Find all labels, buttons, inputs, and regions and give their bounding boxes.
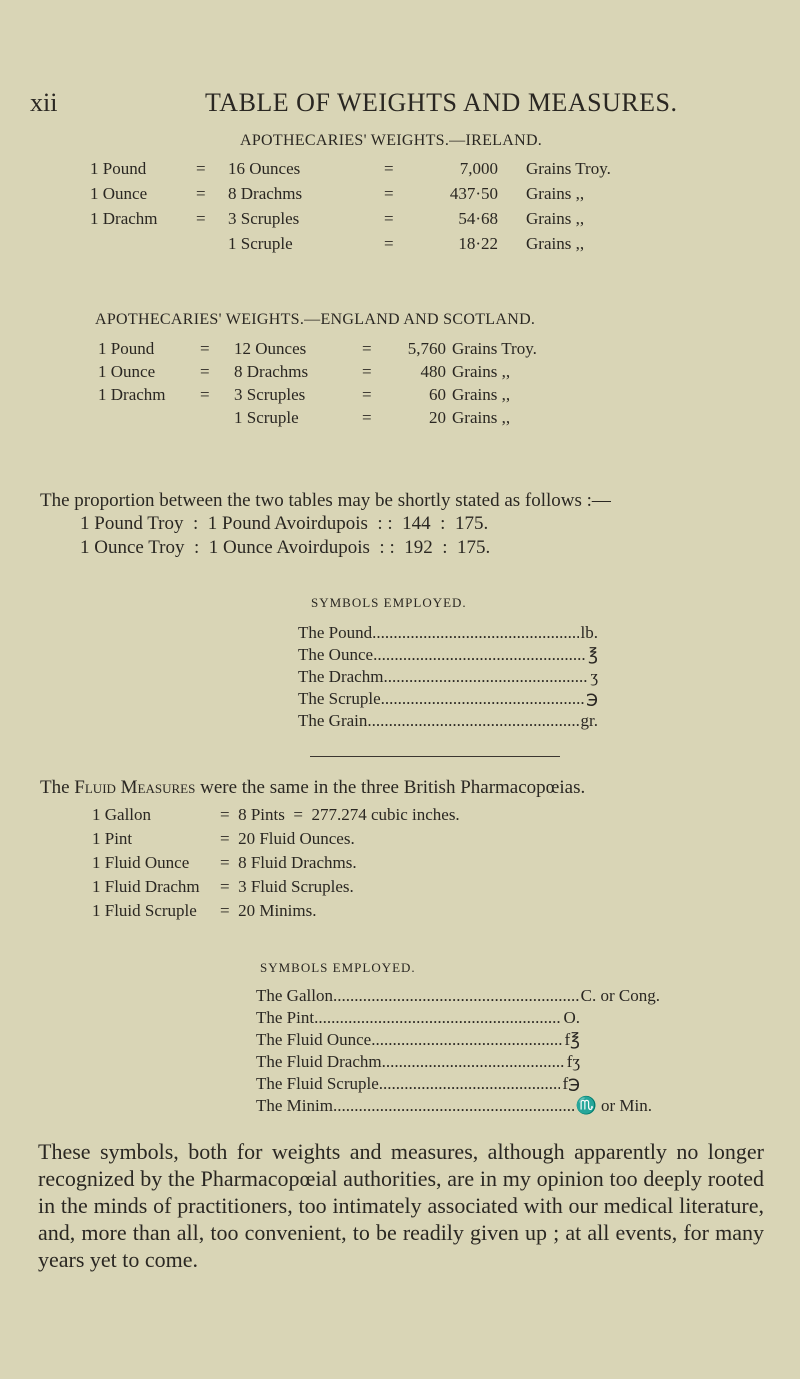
table-row bbox=[0, 339, 800, 363]
list-item bbox=[256, 1008, 580, 1028]
symbol-label: The Gallon bbox=[256, 986, 333, 1005]
equals-cell: = bbox=[200, 362, 210, 381]
symbol-label: The Pint bbox=[256, 1008, 315, 1027]
symbol-label: The Drachm bbox=[298, 667, 384, 686]
weight-symbols-title: SYMBOLS EMPLOYED. bbox=[311, 595, 467, 610]
list-item bbox=[256, 1030, 580, 1050]
value-cell: = 8 Pints = 277.274 cubic inches. bbox=[220, 805, 460, 824]
symbol-glyph: O. bbox=[563, 1008, 580, 1027]
page-number: xii bbox=[30, 88, 58, 117]
england-table-title: APOTHECARIES' WEIGHTS.—ENGLAND AND SCOTLAND. bbox=[95, 311, 536, 328]
grains-value: 20 bbox=[429, 408, 446, 427]
grains-label: Grains Troy. bbox=[526, 159, 611, 178]
heading-small-caps: Fluid Measures bbox=[74, 777, 196, 798]
grains-label: Grains ,, bbox=[526, 184, 585, 203]
equals-cell: = bbox=[362, 408, 372, 427]
unit-cell: 1 Fluid Scruple bbox=[92, 901, 197, 920]
equals-cell: = bbox=[362, 339, 372, 358]
grains-label: Grains ,, bbox=[452, 385, 511, 404]
symbol-label: The Scruple bbox=[298, 689, 381, 708]
proportion-intro: The proportion between the two tables may be shortly stated as follows :— bbox=[40, 490, 611, 511]
equals-cell: = bbox=[362, 362, 372, 381]
unit-cell: 1 Pound bbox=[98, 339, 155, 358]
unit-cell: 1 Ounce bbox=[90, 184, 148, 203]
symbol-label: The Pound bbox=[298, 623, 373, 642]
section-divider bbox=[310, 756, 560, 757]
grains-label: Grains ,, bbox=[526, 209, 585, 228]
value-cell: = 20 Fluid Ounces. bbox=[220, 829, 355, 848]
equals-cell: = bbox=[384, 209, 394, 228]
table-row bbox=[0, 385, 800, 409]
symbol-label: The Minim bbox=[256, 1096, 333, 1115]
grains-label: Grains Troy. bbox=[452, 339, 537, 358]
unit-cell: 1 Gallon bbox=[92, 805, 152, 824]
unit-cell: 1 Drachm bbox=[90, 209, 158, 228]
symbol-glyph: f℈ bbox=[562, 1074, 580, 1093]
list-item bbox=[256, 1096, 652, 1116]
ireland-table-title: APOTHECARIES' WEIGHTS.—IRELAND. bbox=[240, 132, 543, 149]
table-row bbox=[0, 209, 800, 233]
grains-value: 18·22 bbox=[458, 234, 498, 253]
symbol-glyph: C. or Cong. bbox=[580, 986, 660, 1005]
equals-cell: = bbox=[384, 159, 394, 178]
symbol-glyph: f℥ bbox=[564, 1030, 580, 1049]
list-item bbox=[256, 986, 660, 1006]
unit-cell: 1 Fluid Drachm bbox=[92, 877, 200, 896]
table-row bbox=[0, 159, 800, 183]
symbol-glyph: ʒ bbox=[590, 667, 598, 686]
grains-value: 5,760 bbox=[407, 339, 446, 358]
subunit-cell: 3 Scruples bbox=[234, 385, 306, 404]
equals-cell: = bbox=[200, 339, 210, 358]
equals-cell: = bbox=[196, 184, 206, 203]
unit-cell: 1 Ounce bbox=[98, 362, 156, 381]
equals-cell: = bbox=[362, 385, 372, 404]
symbol-label: The Grain bbox=[298, 711, 368, 730]
list-item bbox=[298, 645, 598, 665]
list-item bbox=[256, 1074, 580, 1094]
equals-cell: = bbox=[384, 184, 394, 203]
heading-end: were the same in the three British Pharmacopœias. bbox=[200, 777, 586, 798]
subunit-cell: 8 Drachms bbox=[234, 362, 309, 381]
grains-value: 437·50 bbox=[449, 184, 498, 203]
list-item bbox=[298, 711, 598, 731]
proportion-pound: 1 Pound Troy : 1 Pound Avoirdupois : : 144 : 175. bbox=[80, 513, 489, 534]
unit-cell: 1 Pint bbox=[92, 829, 133, 848]
value-cell: = 20 Minims. bbox=[220, 901, 317, 920]
symbol-label: The Ounce bbox=[298, 645, 374, 664]
proportion-ounce: 1 Ounce Troy : 1 Ounce Avoirdupois : : 192 : 175. bbox=[80, 537, 491, 558]
subunit-cell: 8 Drachms bbox=[228, 184, 303, 203]
symbol-label: The Fluid Scruple bbox=[256, 1074, 379, 1093]
grains-label: Grains ,, bbox=[452, 362, 511, 381]
fluid-measures-heading bbox=[40, 777, 585, 799]
subunit-cell: 1 Scruple bbox=[228, 234, 293, 253]
symbol-glyph: ℈ bbox=[586, 689, 598, 708]
value-cell: = 3 Fluid Scruples. bbox=[220, 877, 354, 896]
list-item bbox=[298, 623, 598, 643]
equals-cell: = bbox=[196, 159, 206, 178]
unit-cell: 1 Pound bbox=[90, 159, 147, 178]
subunit-cell: 1 Scruple bbox=[234, 408, 299, 427]
subunit-cell: 12 Ounces bbox=[234, 339, 307, 358]
table-row bbox=[0, 362, 800, 386]
equals-cell: = bbox=[200, 385, 210, 404]
symbol-glyph: gr. bbox=[580, 711, 598, 730]
fluid-symbols-title: SYMBOLS EMPLOYED. bbox=[260, 960, 416, 975]
symbol-glyph: lb. bbox=[580, 623, 598, 642]
heading-start: The bbox=[40, 777, 70, 798]
grains-value: 7,000 bbox=[459, 159, 498, 178]
table-row bbox=[0, 408, 800, 432]
table-row bbox=[0, 234, 800, 258]
unit-cell: 1 Drachm bbox=[98, 385, 166, 404]
symbol-glyph: fʒ bbox=[566, 1052, 580, 1071]
symbol-glyph: ℥ bbox=[588, 645, 598, 664]
equals-cell: = bbox=[384, 234, 394, 253]
subunit-cell: 16 Ounces bbox=[228, 159, 301, 178]
unit-cell: 1 Fluid Ounce bbox=[92, 853, 190, 872]
list-item bbox=[256, 1052, 580, 1072]
grains-value: 480 bbox=[420, 362, 446, 381]
grains-label: Grains ,, bbox=[452, 408, 511, 427]
subunit-cell: 3 Scruples bbox=[228, 209, 300, 228]
equals-cell: = bbox=[196, 209, 206, 228]
closing-paragraph: These symbols, both for weights and measures, although apparently no longer recognized by the Pharmacopœial authorities, are in my opinion too deeply rooted in the minds of practitioners, too intimately associated with our medical literature, and, more than all, too convenient, to be readily given up ; at all events, for many years yet to come. bbox=[38, 1139, 764, 1272]
list-item bbox=[298, 689, 598, 709]
page-title: TABLE OF WEIGHTS AND MEASURES. bbox=[205, 88, 678, 117]
symbol-label: The Fluid Drachm bbox=[256, 1052, 382, 1071]
value-cell: = 8 Fluid Drachms. bbox=[220, 853, 357, 872]
grains-value: 60 bbox=[429, 385, 446, 404]
list-item bbox=[298, 667, 598, 687]
grains-value: 54·68 bbox=[458, 209, 498, 228]
grains-label: Grains ,, bbox=[526, 234, 585, 253]
symbol-glyph: ♏ or Min. bbox=[575, 1096, 652, 1115]
table-row bbox=[0, 184, 800, 208]
symbol-label: The Fluid Ounce bbox=[256, 1030, 372, 1049]
